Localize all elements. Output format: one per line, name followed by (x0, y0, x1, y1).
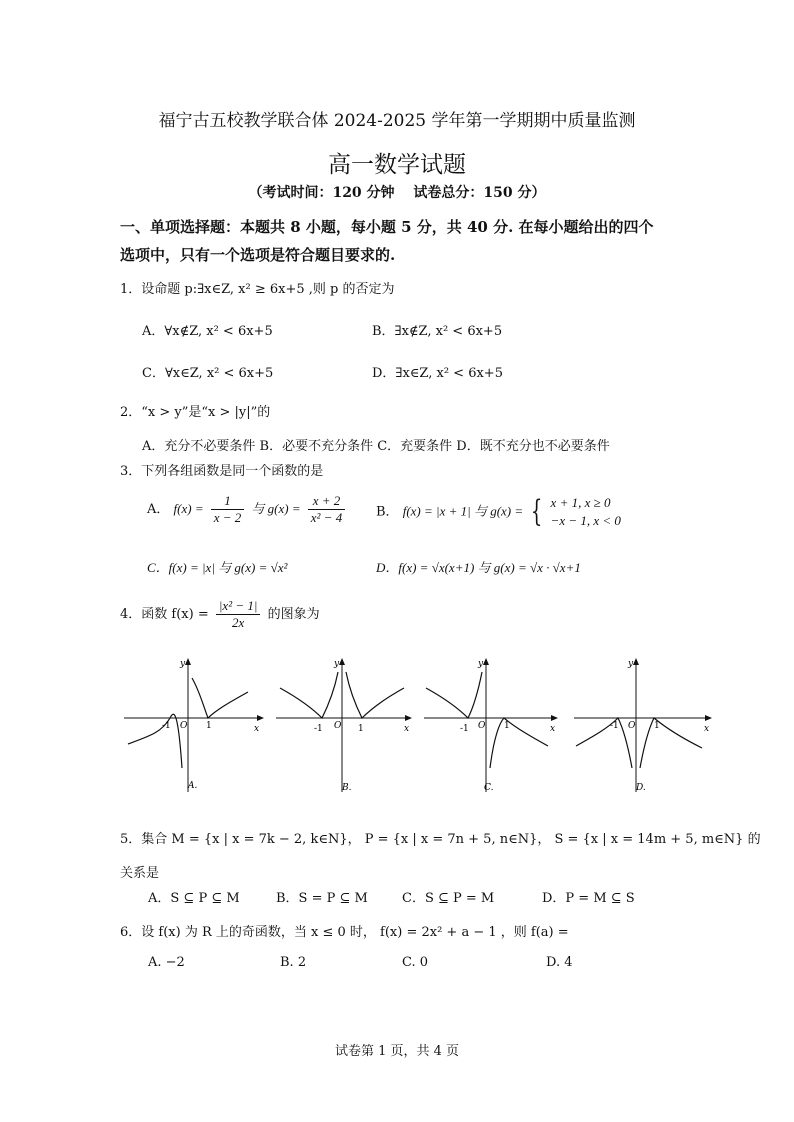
graph-d-y-label: y (628, 659, 634, 669)
graph-d-label: D. (636, 783, 646, 793)
graph-b-y-label: y (334, 659, 340, 669)
q3-option-b (376, 494, 621, 530)
graph-c-y-label: y (478, 659, 484, 669)
q3-a-g-num: x + 2 (308, 493, 345, 510)
q4-stem (120, 598, 320, 631)
page-footer: 试卷第 1 页，共 4 页 (334, 1044, 460, 1059)
q5-stem-line2: 关系是 (120, 866, 160, 881)
q6-option-c: C. 0 (402, 955, 429, 970)
graph-c-minus1: -1 (460, 724, 469, 734)
q1-option-a: A．∀x∉Z, x² < 6x+5 (142, 324, 273, 339)
graph-a-svg (120, 652, 270, 794)
q5-option-d: D．P = M ⊆ S (542, 891, 635, 906)
graph-a (120, 652, 270, 794)
graph-d-svg (570, 652, 720, 794)
q3-b-cases (551, 494, 621, 530)
q4-label: 4．函数 f(x) = (120, 607, 209, 622)
q1-option-d: D．∃x∈Z, x² < 6x+5 (372, 366, 503, 381)
graph-c (420, 652, 570, 794)
graph-b-plus1: 1 (358, 724, 364, 734)
q3-a-label: A． (147, 502, 170, 517)
q4-fraction (216, 598, 261, 631)
graph-a-minus1: -1 (162, 721, 171, 731)
q3-a-g-fraction (308, 493, 345, 526)
graph-d (570, 652, 720, 794)
graph-b-label: B. (342, 783, 352, 793)
q3-a-g-den: x² − 4 (310, 510, 343, 525)
q3-b-text: f(x) = |x + 1| 与 g(x) = (402, 503, 524, 519)
q4-num: |x² − 1| (216, 598, 261, 615)
graph-b-x-label: x (404, 724, 410, 734)
q6-stem: 6．设 f(x) 为 R 上的奇函数，当 x ≤ 0 时， f(x) = 2x² + a − 1 ，则 f(a) = (120, 925, 569, 940)
q3-stem: 3．下列各组函数是同一个函数的是 (120, 464, 324, 479)
q5-option-a: A．S ⊆ P ⊆ M (148, 891, 240, 906)
q3-option-c: C．f(x) = |x| 与 g(x) = √x² (147, 560, 288, 575)
q3-option-a (147, 493, 348, 526)
q4-suffix: 的图象为 (267, 607, 320, 622)
q2-stem: 2．“x > y”是“x > |y|”的 (120, 405, 271, 420)
q3-option-d: D．f(x) = √x(x+1) 与 g(x) = √x · √x+1 (376, 560, 581, 575)
q6-option-d: D. 4 (546, 955, 573, 970)
graph-b (272, 652, 422, 794)
q4-den: 2x (232, 615, 245, 630)
graph-b-svg (272, 652, 422, 794)
graph-a-plus1: 1 (206, 721, 212, 731)
graph-c-label: C. (484, 783, 494, 793)
q3-a-f-num: 1 (211, 493, 245, 510)
q3-a-f-den: x − 2 (213, 510, 242, 525)
graph-d-minus1: -1 (610, 721, 619, 731)
graph-a-label: A. (188, 781, 198, 791)
q1-option-b: B．∃x∉Z, x² < 6x+5 (372, 324, 503, 339)
q3-b-case1: x + 1, x ≥ 0 (550, 495, 611, 510)
graph-c-svg (420, 652, 570, 794)
q2-options: A．充分不必要条件 B．必要不充分条件 C．充要条件 D．既不充分也不必要条件 (142, 439, 610, 454)
exam-title: 高一数学试题 (328, 152, 466, 178)
graph-a-origin: O (180, 721, 188, 731)
graph-a-y-label: y (180, 659, 186, 669)
q1-stem: 1．设命题 p:∃x∈Z, x² ≥ 6x+5 ,则 p 的否定为 (120, 282, 395, 297)
exam-info: （考试时间：120 分钟 试卷总分：150 分） (248, 185, 546, 201)
q6-option-a: A. −2 (148, 955, 185, 970)
graph-b-origin: O (334, 721, 342, 731)
q5-option-b: B．S = P ⊆ M (276, 891, 368, 906)
q5-option-c: C．S ⊆ P = M (402, 891, 495, 906)
q5-stem: 5．集合 M = {x | x = 7k − 2, k∈N}， P = {x | x = 7n + 5, n∈N}， S = {x | x = 14m + 5, m∈N} 的 (120, 832, 761, 847)
left-brace-icon: { (531, 494, 543, 529)
graph-c-x-label: x (550, 724, 556, 734)
q3-a-mid: 与 g(x) = (251, 501, 301, 516)
graph-c-origin: O (478, 721, 486, 731)
graph-b-minus1: -1 (314, 724, 323, 734)
q3-b-label: B． (376, 504, 399, 520)
graph-d-origin: O (628, 721, 636, 731)
q1-option-c: C．∀x∈Z, x² < 6x+5 (142, 366, 274, 381)
graph-a-x-label: x (254, 724, 260, 734)
q3-a-f-fraction (211, 493, 245, 526)
graph-d-plus1: 1 (654, 721, 660, 731)
q6-option-b: B. 2 (280, 955, 307, 970)
graph-d-x-label: x (704, 724, 710, 734)
q3-a-f: f(x) = (173, 501, 204, 516)
section-heading-line2: 选项中，只有一个选项是符合题目要求的. (120, 246, 396, 264)
graph-c-plus1: 1 (504, 721, 510, 731)
q3-b-case2: −x − 1, x < 0 (550, 513, 621, 528)
exam-school-title: 福宁古五校教学联合体 2024-2025 学年第一学期期中质量监测 (158, 111, 636, 131)
section-heading-line1: 一、单项选择题：本题共 8 小题，每小题 5 分，共 40 分. 在每小题给出的四个 (120, 218, 654, 236)
